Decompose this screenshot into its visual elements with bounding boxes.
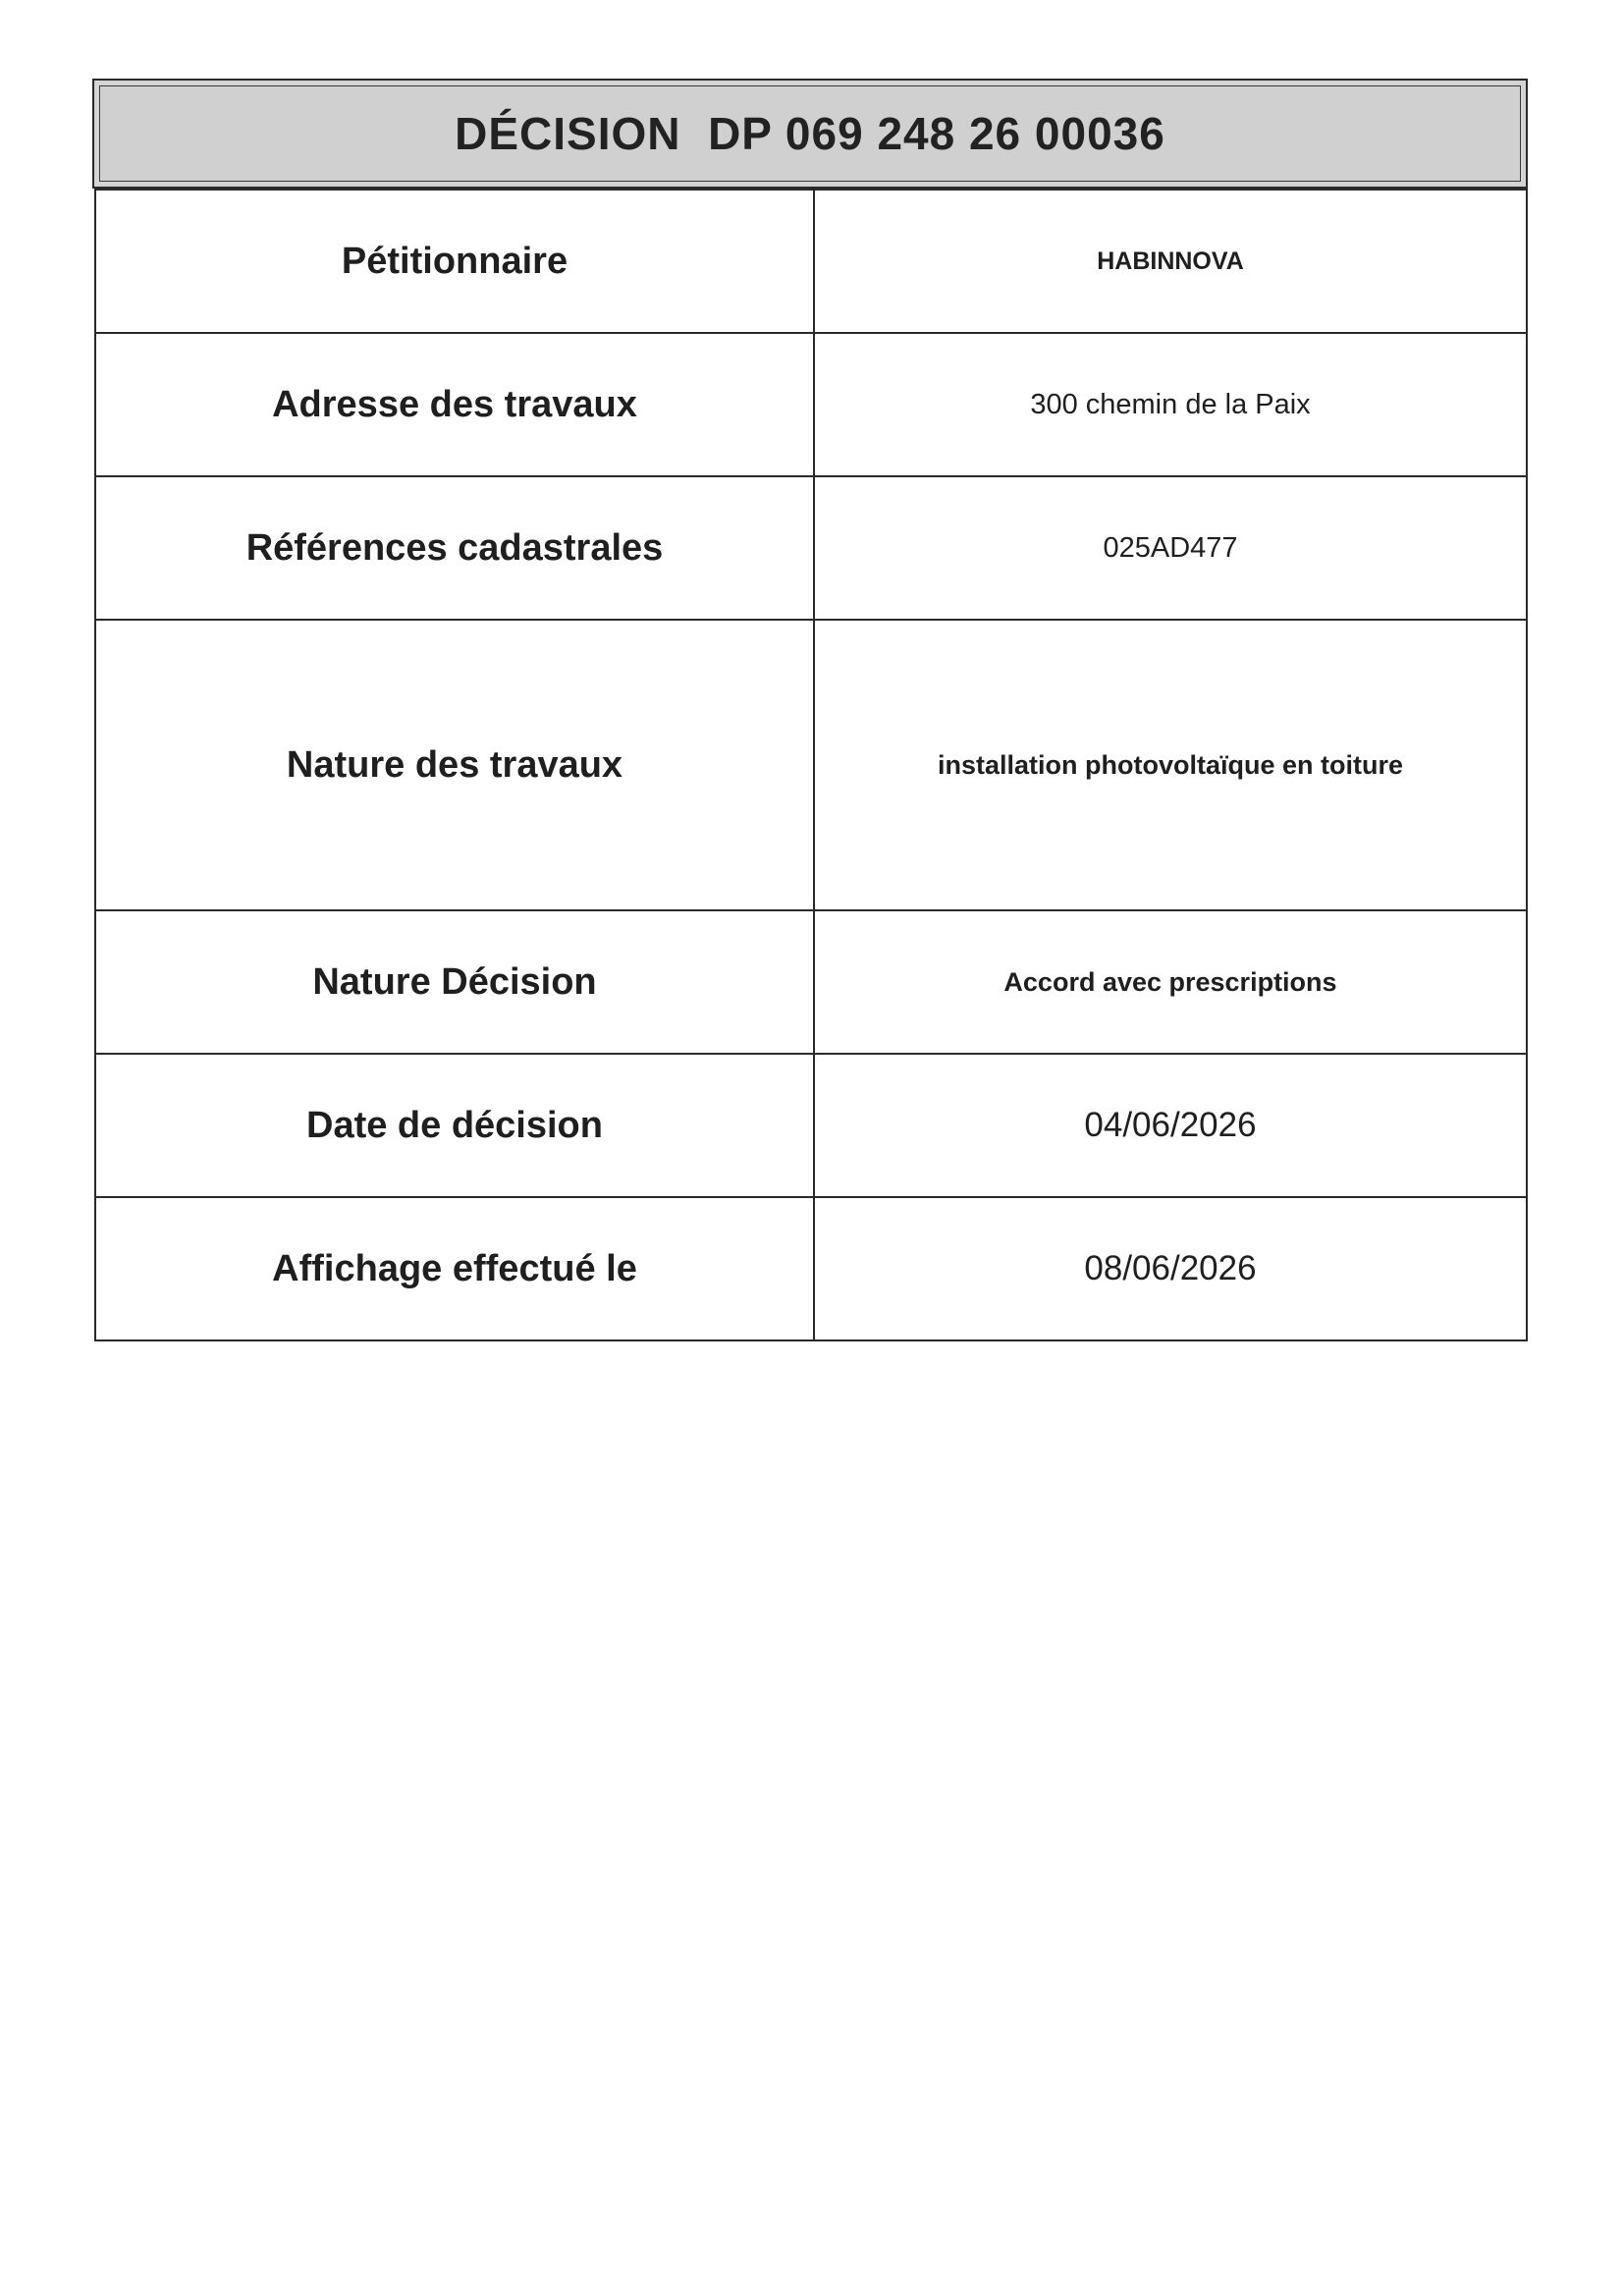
row-value-references-cadastrales: 025AD477 [814, 476, 1527, 620]
row-label-petitionnaire: Pétitionnaire [95, 190, 814, 333]
row-label-date-decision: Date de décision [95, 1054, 814, 1197]
table-row [95, 1197, 1527, 1340]
table-row [95, 333, 1527, 476]
decision-header [92, 79, 1528, 189]
decision-header-inner [99, 85, 1521, 182]
table-row [95, 1054, 1527, 1197]
decision-title: DÉCISION DP 069 248 26 00036 [455, 108, 1165, 159]
row-label-affichage: Affichage effectué le [95, 1197, 814, 1340]
row-label-nature-decision: Nature Décision [95, 910, 814, 1054]
table-row [95, 910, 1527, 1054]
row-value-date-decision: 04/06/2026 [814, 1054, 1527, 1197]
row-label-references-cadastrales: Références cadastrales [95, 476, 814, 620]
row-value-nature-decision: Accord avec prescriptions [814, 910, 1527, 1054]
row-label-adresse-travaux: Adresse des travaux [95, 333, 814, 476]
table-row [95, 190, 1527, 333]
table-row [95, 620, 1527, 910]
table-row [95, 476, 1527, 620]
row-value-affichage: 08/06/2026 [814, 1197, 1527, 1340]
decision-info-table [94, 189, 1528, 1341]
row-value-petitionnaire: HABINNOVA [814, 190, 1527, 333]
row-label-nature-travaux: Nature des travaux [95, 620, 814, 910]
row-value-adresse-travaux: 300 chemin de la Paix [814, 333, 1527, 476]
row-value-nature-travaux: installation photovoltaïque en toiture [814, 620, 1527, 910]
